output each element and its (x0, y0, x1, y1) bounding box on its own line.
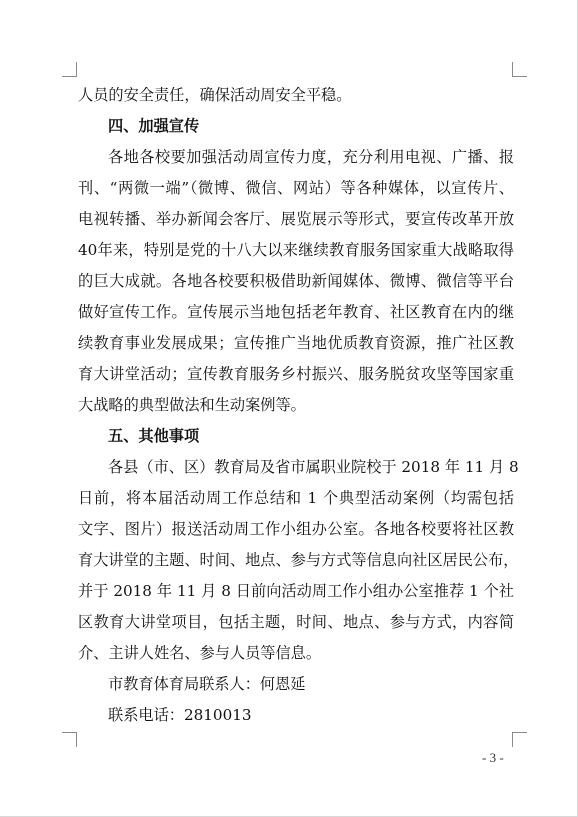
paragraph-line: 区教育大讲堂项目，包括主题，时间、地点、参与方式，内容简 (78, 613, 514, 631)
section-heading-publicity: 四、加强宣传 (108, 117, 200, 135)
paragraph-line: 刊、“两微一端”（微博、微信、网站）等各种媒体，以宣传片、 (78, 179, 514, 197)
paragraph-line: 做好宣传工作。宣传展示当地包括老年教育、社区教育在内的继 (78, 303, 514, 321)
paragraph-line: 的巨大成就。各地各校要积极借助新闻媒体、微博、微信等平台 (78, 272, 514, 290)
crop-mark-top-right (512, 62, 527, 77)
paragraph-line: 各县（市、区）教育局及省市属职业院校于 2018 年 11 月 8 (108, 458, 519, 476)
paragraph-line: 各地各校要加强活动周宣传力度，充分利用电视、广播、报 (108, 148, 514, 166)
contact-phone: 联系电话：2810013 (108, 706, 252, 724)
section-heading-other-matters: 五、其他事项 (108, 427, 200, 445)
contact-person: 市教育体育局联系人：何恩延 (108, 675, 306, 693)
paragraph-line: 育大讲堂活动；宣传教育服务乡村振兴、服务脱贫攻坚等国家重 (78, 365, 514, 383)
paragraph-line: 续教育事业发展成果；宣传推广当地优质教育资源，推广社区教 (78, 334, 514, 352)
paragraph-line: 大战略的典型做法和生动案例等。 (78, 396, 306, 414)
crop-mark-top-left (62, 62, 77, 77)
crop-mark-bottom-right (512, 732, 527, 747)
page-number: - 3 - (482, 750, 504, 765)
crop-mark-bottom-left (62, 732, 77, 747)
paragraph-line: 人员的安全责任，确保活动周安全平稳。 (78, 86, 352, 104)
paragraph-line: 40年来，特别是党的十八大以来继续教育服务国家重大战略取得 (78, 241, 514, 259)
paragraph-line: 介、主讲人姓名、参与人员等信息。 (78, 644, 321, 662)
paragraph-line: 育大讲堂的主题、时间、地点、参与方式等信息向社区居民公布， (78, 551, 519, 569)
paragraph-line: 日前，将本届活动周工作总结和 1 个典型活动案例（均需包括 (78, 489, 514, 507)
paragraph-line: 电视转播、举办新闻会客厅、展览展示等形式，要宣传改革开放 (78, 210, 514, 228)
paragraph-line: 并于 2018 年 11 月 8 日前向活动周工作小组办公室推荐 1 个社 (78, 582, 514, 600)
paragraph-line: 文字、图片）报送活动周工作小组办公室。各地各校要将社区教 (78, 520, 514, 538)
